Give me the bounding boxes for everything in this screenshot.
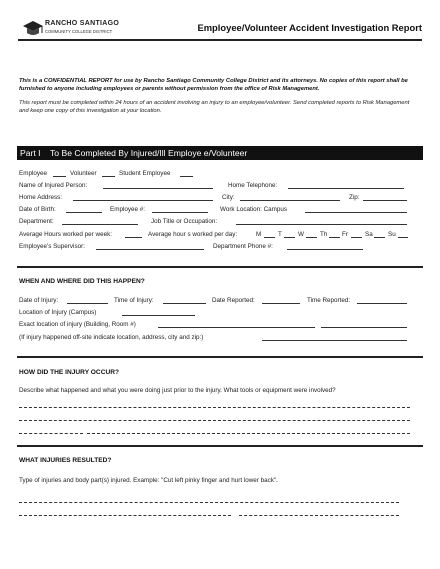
part-one-title: To Be Completed By Injured/Ill Employe e/Volunteer xyxy=(50,148,248,158)
injured-name-label: Name of Injured Person: xyxy=(19,182,88,189)
home-address-field[interactable] xyxy=(73,200,213,201)
logo-name: RANCHO SANTIAGO xyxy=(45,20,120,27)
date-of-injury-label: Date of Injury: xyxy=(19,297,59,304)
job-title-field[interactable] xyxy=(236,224,407,225)
instructions-notice: This report must be completed within 24 hours of an accident involving an injury to an employee/volunteer. Send completed reports to Risk Management and keep one copy of this investigation at your location. xyxy=(19,100,410,114)
avg-hours-day-label: Average hour s worked per day: xyxy=(148,231,238,238)
date-reported-label: Date Reported: xyxy=(212,297,255,304)
day-thursday: Th xyxy=(320,231,328,238)
tuesday-hours-field[interactable] xyxy=(284,237,295,238)
sunday-hours-field[interactable] xyxy=(398,237,408,238)
day-saturday: Sa xyxy=(365,231,373,238)
department-label: Department: xyxy=(19,218,54,225)
section-divider xyxy=(17,356,423,358)
supervisor-label: Employee's Supervisor: xyxy=(19,243,85,250)
city-field[interactable] xyxy=(240,200,340,201)
employee-number-field[interactable] xyxy=(152,212,208,213)
injured-name-field[interactable] xyxy=(103,188,213,189)
offsite-label: (If injury happened off-site indicate location, address, city and zip:) xyxy=(19,334,204,341)
date-of-birth-label: Date of Birth: xyxy=(19,206,56,213)
how-prompt: Describe what happened and what you were doing just prior to the injury. What tools or equipment were involved? xyxy=(19,387,336,394)
confidential-notice: This is a CONFIDENTIAL REPORT for use by Rancho Santiago Community College District and its attorneys. No copies of this report shall be furnished to anyone including employees or parents without permission from the office of Risk Management. xyxy=(19,78,408,92)
time-reported-label: Time Reported: xyxy=(307,297,351,304)
time-of-injury-label: Time of Injury: xyxy=(114,297,154,304)
student-employee-label: Student Employee xyxy=(119,170,171,177)
zip-field[interactable] xyxy=(363,200,407,201)
injuries-heading: WHAT INJURIES RESULTED? xyxy=(19,457,112,464)
section-divider xyxy=(17,445,423,447)
day-friday: Fr xyxy=(342,231,348,238)
injuries-prompt: Type of injuries and body part(s) injured. Example: "Cut left pinky finger and hurt lower back". xyxy=(19,477,278,484)
how-answer-line-3b[interactable] xyxy=(87,433,410,434)
time-of-injury-field[interactable] xyxy=(163,303,206,304)
home-address-label: Home Address: xyxy=(19,194,63,201)
exact-location-field[interactable] xyxy=(158,327,315,328)
day-wednesday: W xyxy=(298,231,304,238)
employee-checkbox-line[interactable] xyxy=(53,176,66,177)
injuries-answer-line-1[interactable] xyxy=(19,502,399,503)
monday-hours-field[interactable] xyxy=(264,237,275,238)
exact-location-label: Exact location of injury (Building, Room #) xyxy=(19,321,136,328)
dept-phone-label: Department Phone #: xyxy=(213,243,273,250)
date-reported-field[interactable] xyxy=(262,303,300,304)
supervisor-field[interactable] xyxy=(96,249,204,250)
section-divider xyxy=(17,266,423,268)
home-telephone-label: Home Telephone: xyxy=(228,182,278,189)
when-where-heading: WHEN AND WHERE DID THIS HAPPEN? xyxy=(19,278,145,285)
city-label: City: xyxy=(222,194,235,201)
work-location-field[interactable] xyxy=(305,212,407,213)
part-one-label: Part I xyxy=(20,148,41,158)
document-title: Employee/Volunteer Accident Investigation Report xyxy=(197,22,422,33)
location-campus-field[interactable] xyxy=(122,315,195,316)
how-heading: HOW DID THE INJURY OCCUR? xyxy=(19,369,120,376)
how-answer-line-3a[interactable] xyxy=(19,433,83,434)
logo-subtitle: COMMUNITY COLLEGE DISTRICT xyxy=(45,29,113,34)
exact-location-field-2[interactable] xyxy=(321,327,407,328)
mortarboard-icon xyxy=(22,19,44,39)
job-title-label: Job Title or Occupation: xyxy=(151,218,218,225)
day-monday: M xyxy=(256,231,262,238)
saturday-hours-field[interactable] xyxy=(374,237,385,238)
injuries-answer-line-2b[interactable] xyxy=(239,515,399,516)
volunteer-checkbox-line[interactable] xyxy=(102,176,115,177)
thursday-hours-field[interactable] xyxy=(329,237,340,238)
location-campus-label: Location of Injury (Campus) xyxy=(19,309,97,316)
work-location-label: Work Location: Campus xyxy=(220,206,288,213)
date-of-injury-field[interactable] xyxy=(67,303,108,304)
time-reported-field[interactable] xyxy=(357,303,407,304)
employee-label: Employee xyxy=(19,170,48,177)
volunteer-label: Volunteer xyxy=(70,170,97,177)
date-of-birth-field[interactable] xyxy=(66,212,102,213)
avg-hours-week-field[interactable] xyxy=(125,237,142,238)
zip-label: Zip: xyxy=(349,194,360,201)
injuries-answer-line-2a[interactable] xyxy=(19,515,231,516)
employee-number-label: Employee #: xyxy=(110,206,146,213)
how-answer-line-1[interactable] xyxy=(19,407,410,408)
avg-hours-week-label: Average Hours worked per week: xyxy=(19,231,112,238)
day-sunday: Su xyxy=(388,231,396,238)
department-field[interactable] xyxy=(62,224,138,225)
how-answer-line-2[interactable] xyxy=(19,420,410,421)
day-tuesday: T xyxy=(278,231,282,238)
dept-phone-field[interactable] xyxy=(287,249,363,250)
student-employee-checkbox-line[interactable] xyxy=(180,176,193,177)
home-telephone-field[interactable] xyxy=(288,188,404,189)
offsite-field[interactable] xyxy=(262,340,407,341)
header-rule xyxy=(18,39,422,41)
wednesday-hours-field[interactable] xyxy=(306,237,317,238)
district-logo xyxy=(22,19,152,41)
friday-hours-field[interactable] xyxy=(351,237,362,238)
part-one-header xyxy=(17,146,423,160)
